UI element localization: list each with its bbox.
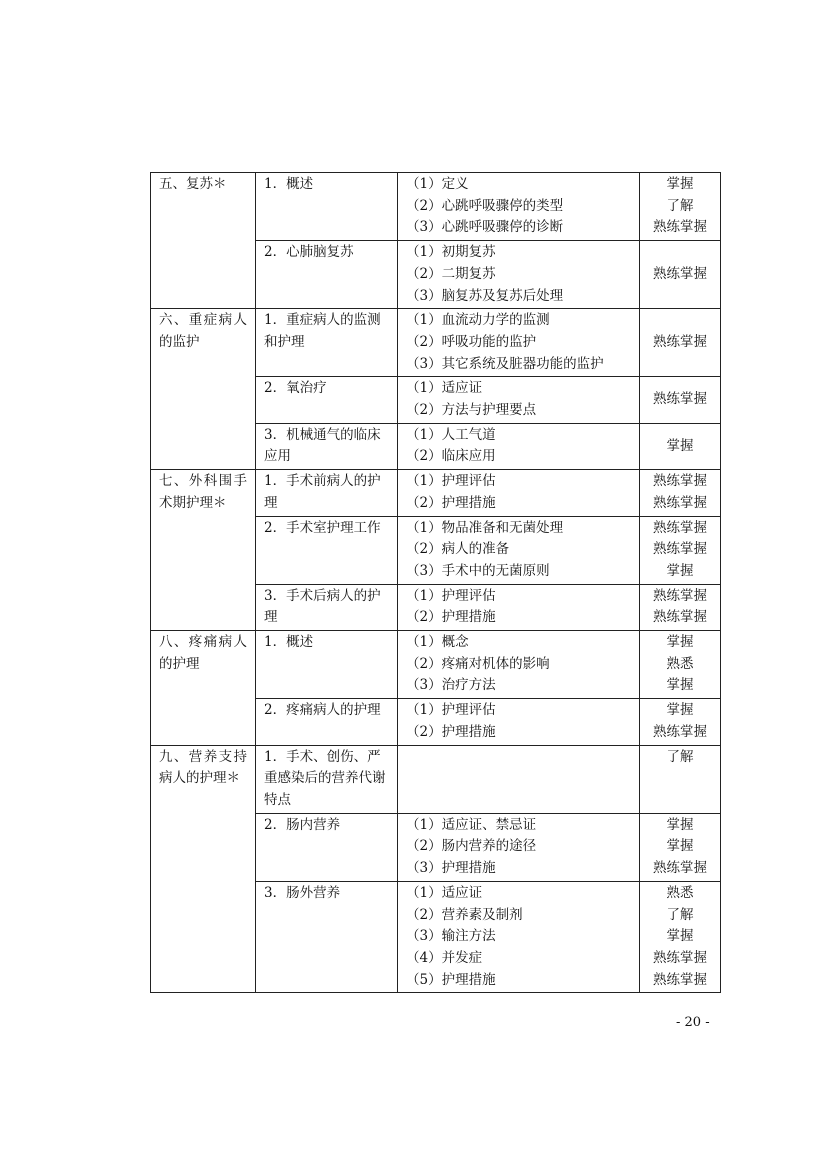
- topic-title: 3．手术后病人的护理: [256, 584, 398, 630]
- requirement-level: 掌握: [666, 634, 694, 651]
- requirement-level: 掌握: [666, 677, 694, 694]
- topic-items-cell: [398, 813, 640, 881]
- topic-item: （4）并发症: [406, 949, 483, 966]
- requirement-level: 掌握: [666, 928, 694, 945]
- topic-item: （1）适应证: [406, 884, 483, 901]
- requirement-level: 熟练掌握: [653, 541, 707, 558]
- section-title: 七、外科围手术期护理＊: [151, 470, 256, 631]
- table-row: [151, 631, 721, 699]
- table-row: [151, 173, 721, 241]
- topic-item: （2）病人的准备: [406, 541, 510, 558]
- requirement-level-cell: [640, 813, 721, 881]
- requirement-level-cell: [640, 631, 721, 699]
- table-row: [151, 745, 721, 813]
- topic-item: （3）护理措施: [406, 860, 496, 877]
- topic-item: （2）肠内营养的途径: [406, 838, 537, 855]
- syllabus-table-body: [151, 173, 721, 993]
- topic-item: （1）护理评估: [406, 587, 496, 604]
- topic-item: （2）呼吸功能的监护: [406, 333, 537, 350]
- topic-item: （1）定义: [406, 176, 469, 192]
- topic-items-cell: [398, 423, 640, 469]
- requirement-level: 掌握: [666, 702, 694, 719]
- requirement-level: 熟练掌握: [653, 494, 707, 511]
- requirement-level: 掌握: [666, 437, 694, 454]
- topic-title: 3．肠外营养: [256, 881, 398, 993]
- requirement-level-cell: [640, 309, 721, 377]
- requirement-level-cell: [640, 377, 721, 423]
- requirement-level-cell: [640, 584, 721, 630]
- topic-item: （3）手术中的无菌原则: [406, 562, 550, 579]
- requirement-level: 了解: [666, 197, 694, 214]
- topic-items-cell: [398, 173, 640, 241]
- topic-item: （2）护理措施: [406, 609, 496, 626]
- requirement-level: 了解: [666, 906, 694, 923]
- topic-items-cell: [398, 377, 640, 423]
- topic-title: 2．肠内营养: [256, 813, 398, 881]
- topic-title: 1．概述: [256, 631, 398, 699]
- topic-title: 1．手术、创伤、严重感染后的营养代谢特点: [256, 745, 398, 813]
- requirement-level: 熟练掌握: [653, 391, 707, 408]
- topic-item: （1）护理评估: [406, 473, 496, 490]
- topic-item: （2）心跳呼吸骤停的类型: [406, 197, 564, 214]
- topic-item: （3）治疗方法: [406, 677, 496, 694]
- page-number: - 20 -: [676, 1015, 710, 1030]
- topic-item: （3）输注方法: [406, 928, 496, 945]
- requirement-level: 熟练掌握: [653, 265, 707, 282]
- requirement-level-cell: [640, 241, 721, 309]
- section-title: 九、营养支持病人的护理＊: [151, 745, 256, 993]
- topic-items-cell: [398, 470, 640, 516]
- requirement-level: 熟练掌握: [653, 333, 707, 350]
- section-title: 八、疼痛病人的护理: [151, 631, 256, 746]
- topic-items-cell: [398, 309, 640, 377]
- topic-item: （2）护理措施: [406, 723, 496, 740]
- topic-item: （1）人工气道: [406, 426, 496, 443]
- topic-item: （1）护理评估: [406, 702, 496, 719]
- topic-items-cell: [398, 631, 640, 699]
- requirement-level: 熟练掌握: [653, 949, 707, 966]
- topic-item: （1）概念: [406, 634, 469, 651]
- requirement-level: 掌握: [666, 816, 694, 833]
- requirement-level: 熟练掌握: [653, 519, 707, 536]
- topic-items-cell: [398, 881, 640, 993]
- topic-items-cell: [398, 584, 640, 630]
- topic-item: （2）护理措施: [406, 494, 496, 511]
- topic-item: （2）方法与护理要点: [406, 402, 537, 419]
- topic-item: （1）物品准备和无菌处理: [406, 519, 564, 536]
- topic-item: （3）心跳呼吸骤停的诊断: [406, 219, 564, 236]
- requirement-level-cell: [640, 699, 721, 745]
- topic-item: （1）适应证: [406, 380, 483, 397]
- topic-item: （5）护理措施: [406, 971, 496, 988]
- requirement-level: 熟练掌握: [653, 473, 707, 490]
- topic-items-cell: [398, 516, 640, 584]
- topic-item: （2）营养素及制剂: [406, 906, 523, 923]
- topic-item: （3）脑复苏及复苏后处理: [406, 287, 564, 304]
- topic-title: 3．机械通气的临床应用: [256, 423, 398, 469]
- requirement-level: 掌握: [666, 838, 694, 855]
- table-row: [151, 470, 721, 516]
- requirement-level-cell: [640, 423, 721, 469]
- topic-items-cell: [398, 745, 640, 813]
- requirement-level-cell: [640, 516, 721, 584]
- requirement-level-cell: [640, 470, 721, 516]
- topic-title: 1．概述: [256, 173, 398, 241]
- requirement-level: 熟悉: [666, 884, 694, 901]
- requirement-level: 了解: [666, 748, 694, 765]
- requirement-level: 熟练掌握: [653, 219, 707, 236]
- requirement-level: 熟练掌握: [653, 587, 707, 604]
- topic-title: 2．氧治疗: [256, 377, 398, 423]
- topic-title: 1．手术前病人的护理: [256, 470, 398, 516]
- topic-title: 2．手术室护理工作: [256, 516, 398, 584]
- requirement-level: 熟悉: [666, 655, 694, 672]
- requirement-level: 掌握: [666, 562, 694, 579]
- topic-items-cell: [398, 699, 640, 745]
- topic-title: 1．重症病人的监测和护理: [256, 309, 398, 377]
- topic-item: （3）其它系统及脏器功能的监护: [406, 355, 604, 372]
- requirement-level: 熟练掌握: [653, 971, 707, 988]
- topic-item: （1）血流动力学的监测: [406, 312, 550, 329]
- requirement-level: 掌握: [666, 176, 694, 192]
- requirement-level-cell: [640, 881, 721, 993]
- topic-item: （2）临床应用: [406, 448, 496, 465]
- requirement-level-cell: [640, 173, 721, 241]
- topic-items-cell: [398, 241, 640, 309]
- requirement-level: 熟练掌握: [653, 860, 707, 877]
- topic-item: （2）二期复苏: [406, 265, 496, 282]
- section-title: 五、复苏＊: [151, 173, 256, 309]
- topic-title: 2．疼痛病人的护理: [256, 699, 398, 745]
- requirement-level: 熟练掌握: [653, 609, 707, 626]
- topic-item: （2）疼痛对机体的影响: [406, 655, 550, 672]
- requirement-level-cell: [640, 745, 721, 813]
- section-title: 六、重症病人的监护: [151, 309, 256, 470]
- topic-title: 2．心肺脑复苏: [256, 241, 398, 309]
- syllabus-table: [150, 172, 721, 993]
- topic-item: （1）适应证、禁忌证: [406, 816, 537, 833]
- table-row: [151, 309, 721, 377]
- requirement-level: 熟练掌握: [653, 723, 707, 740]
- topic-item: （1）初期复苏: [406, 244, 496, 261]
